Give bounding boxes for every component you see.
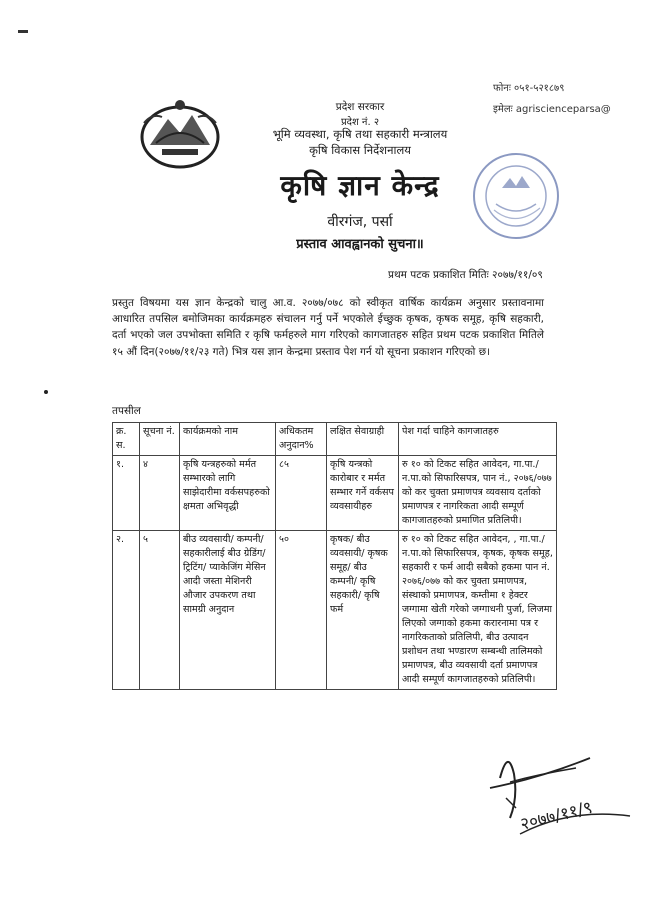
cell-program: कृषि यन्त्रहरुको मर्मत सम्भारको लागि साझेदारीमा वर्कसपहरुको क्षमता अभिवृद्धी xyxy=(180,456,276,531)
header-province-government: प्रदेश सरकार xyxy=(335,101,385,113)
cell-target: कृषि यन्त्रको कारोबार र मर्मत सम्भार गर्ने वर्कसप व्यवसायीहरु xyxy=(327,456,399,531)
email-address: इमेलः agriscienceparsa@ xyxy=(493,104,611,115)
page-edge-mark xyxy=(18,30,28,33)
header-target: लक्षित सेवाग्राही xyxy=(327,423,399,456)
program-table xyxy=(112,422,556,690)
office-stamp-icon xyxy=(468,148,564,244)
header-serial: क्र. स. xyxy=(113,423,140,456)
publish-date: प्रथम पटक प्रकाशित मितिः २०७७/११/०९ xyxy=(388,269,543,281)
handwritten-signature-icon xyxy=(480,738,640,848)
intro-paragraph: प्रस्तुत विषयमा यस ज्ञान केन्द्रको चालु आ.व. २०७७/०७८ को स्वीकृत वार्षिक कार्यक्रम अनुसार प्रस्तावनामा आधारित तपसिल बमोजिमका कार्यक्रमहरु संचालन गर्नु पर्ने भएकोले ईच्छुक कृषक, कृषक समूह, कृषि सहकारी, दर्ता भएको जल उपभोक्ता समिति र कृषि फर्महरुले माग गरिएको कागजातहरु सहित प्रथम पटक प्रकाशित मितिले १५ औं दिन(२०७७/११/२३ गते) भित्र यस ज्ञान केन्द्रमा प्रस्ताव पेश गर्न यो सूचना प्रकाशन गरिएको छ। xyxy=(112,297,544,358)
cell-target: कृषक/ बीउ व्यवसायी/ कृषक समूह/ बीउ कम्पनी/ कृषि सहकारी/ कृषि फर्म xyxy=(327,531,399,690)
details-label: तपसील xyxy=(112,405,141,417)
cell-serial: १. xyxy=(113,456,140,531)
table-header-row xyxy=(113,423,557,456)
cell-max-grant: ५० xyxy=(276,531,327,690)
cell-documents: रु १० को टिकट सहित आवेदन, गा.पा./न.पा.को सिफारिसपत्र, पान नं., २०७६/०७७ को कर चुक्ता प्रमाणपत्र व्यवसाय दर्ताको प्रमाणपत्र र नागरिकता आदी सम्पूर्ण कागजातहरुको प्रमाणित प्रतिलिपी। xyxy=(399,456,557,531)
header-ministry: भूमि व्यवस्था, कृषि तथा सहकारी मन्त्रालय xyxy=(272,127,448,141)
header-program: कार्यक्रमको नाम xyxy=(180,423,276,456)
header-notice-no: सूचना नं. xyxy=(140,423,180,456)
office-title: कृषि ज्ञान केन्द्र xyxy=(280,169,440,202)
notice-heading: प्रस्ताव आवह्वानको सुचना॥ xyxy=(296,237,424,252)
header-directorate: कृषि विकास निर्देशनालय xyxy=(309,143,411,157)
table-row xyxy=(113,456,557,531)
cell-documents: रु १० को टिकट सहित आवेदन, , गा.पा./न.पा.को सिफारिसपत्र, कृषक, कृषक समूह, सहकारी र फर्म आदी सबैको हकमा पान नं. २०७६/०७७ को कर चुक्ता प्रमाणपत्र, संस्थाको प्रमाणपत्र, कम्तीमा १ हेक्टर जग्गामा खेती गरेको जग्गाधनी पुर्जा, लिजमा लिएको जग्गाको हकमा करारनामा पत्र र नागरिकताको प्रतिलिपी, बीउ उत्पादन प्रशोधन तथा भण्डारण सम्बन्धी तालिमको प्रमाणपत्र, बीउ व्यवसायी दर्ता प्रमाणपत्र आदी सम्पूर्ण कागजातहरुको प्रतिलिपी। xyxy=(399,531,557,690)
header-province-number: प्रदेश नं. २ xyxy=(340,117,380,128)
cell-program: बीउ व्यवसायी/ कम्पनी/ सहकारीलाई बीउ ग्रेडिंग/ ट्रिटिंग/ प्याकेजिंग मेसिन आदी जस्ता मेशिनरी औजार उपकरण तथा सामग्री अनुदान xyxy=(180,531,276,690)
header-documents: पेश गर्दा चाहिने कागजातहरु xyxy=(399,423,557,456)
margin-dot xyxy=(44,390,48,394)
cell-notice-no: ४ xyxy=(140,456,180,531)
cell-notice-no: ५ xyxy=(140,531,180,690)
cell-max-grant: ८५ xyxy=(276,456,327,531)
cell-serial: २. xyxy=(113,531,140,690)
header-max-grant: अधिकतम अनुदान% xyxy=(276,423,327,456)
phone-number: फोनः ०५१-५२१८७९ xyxy=(493,83,565,94)
office-location: वीरगंज, पर्सा xyxy=(327,214,393,230)
table-row xyxy=(113,531,557,690)
signature-date: २०७७/११/९ xyxy=(518,797,595,835)
